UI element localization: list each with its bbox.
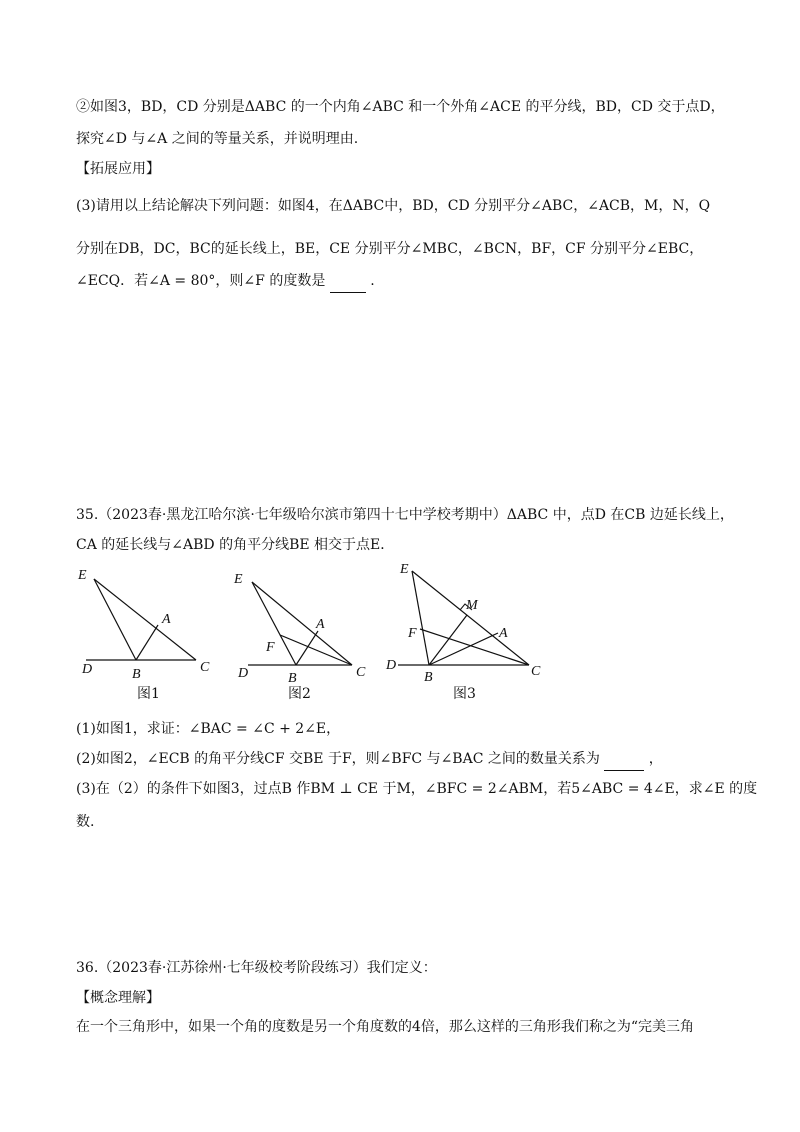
fig1-label-a: A [162,612,171,627]
fig1-caption: 图1 [137,686,160,702]
p34-heading-extension: 【拓展应用】 [76,161,160,177]
p36-line-1: 36.（2023春·江苏徐州·七年级校考阶段练习）我们定义： [76,960,437,976]
figure-1 [76,565,226,699]
fig3-label-m: M [466,598,478,613]
p34-line-5 [76,270,375,293]
figure-2 [232,565,382,699]
figure-3 [386,562,546,699]
p36-heading-concept: 【概念理解】 [76,990,160,1006]
fig1-label-e: E [78,568,87,583]
fig1-label-c: C [200,660,210,675]
fig3-label-e: E [400,562,409,577]
fig2-label-b: B [288,671,297,686]
p34-line-1: ②如图3，BD，CD 分别是ΔABC 的一个内角∠ABC 和一个外角∠ACE 的平分线，BD，CD 交于点D， [76,99,725,115]
p35-question-2-end: ， [648,751,663,767]
p35-line-2: CA 的延长线与∠ABD 的角平分线BE 相交于点E． [76,537,395,553]
p35-question-3: (3)在（2）的条件下如图3，过点B 作BM ⊥ CE 于M，∠BFC = 2∠ABM，若5∠ABC = 4∠E，求∠E 的度 [76,781,758,797]
fig2-label-d: D [238,666,249,681]
fig1-label-b: B [132,667,141,682]
p34-line-5-end: . [370,273,375,289]
fig2-label-e: E [234,572,243,587]
fig3-label-f: F [408,626,417,641]
p34-line-5-text: ∠ECQ．若∠A = 80°，则∠F 的度数是 [76,273,326,289]
p35-question-3-cont: 数. [76,814,95,830]
fig3-label-a: A [499,626,508,641]
answer-blank-34[interactable] [330,270,366,293]
p35-line-1: 35.（2023春·黑龙江哈尔滨·七年级哈尔滨市第四十七中学校考期中）ΔABC 中，点D 在CB 边延长线上， [76,507,734,523]
fig3-caption: 图3 [453,686,476,702]
p36-line-2: 在一个三角形中，如果一个角的度数是另一个角度数的4倍，那么这样的三角形我们称之为“完美三角 [76,1019,695,1035]
fig3-label-c: C [531,664,541,679]
p35-question-1: (1)如图1，求证：∠BAC = ∠C + 2∠E， [76,721,341,737]
p35-question-2-text: (2)如图2，∠ECB 的角平分线CF 交BE 于F，则∠BFC 与∠BAC 之间的数量关系为 [76,751,600,767]
p34-line-4: 分别在DB，DC，BC的延长线上，BE，CE 分别平分∠MBC，∠BCN，BF，CF 分别平分∠EBC， [76,241,704,257]
fig3-label-d: D [386,658,397,673]
fig2-label-c: C [356,665,366,680]
fig3-label-b: B [424,670,433,685]
p34-line-2: 探究∠D 与∠A 之间的等量关系，并说明理由. [76,131,359,147]
answer-blank-35[interactable] [604,748,644,771]
fig2-label-f: F [266,640,275,655]
fig2-label-a: A [316,617,325,632]
p35-question-2 [76,748,663,771]
p34-line-3: (3)请用以上结论解决下列问题：如图4，在ΔABC中，BD，CD 分别平分∠ABC，∠ACB，M，N，Q [76,198,711,214]
fig1-label-d: D [82,662,93,677]
fig2-caption: 图2 [288,686,311,702]
